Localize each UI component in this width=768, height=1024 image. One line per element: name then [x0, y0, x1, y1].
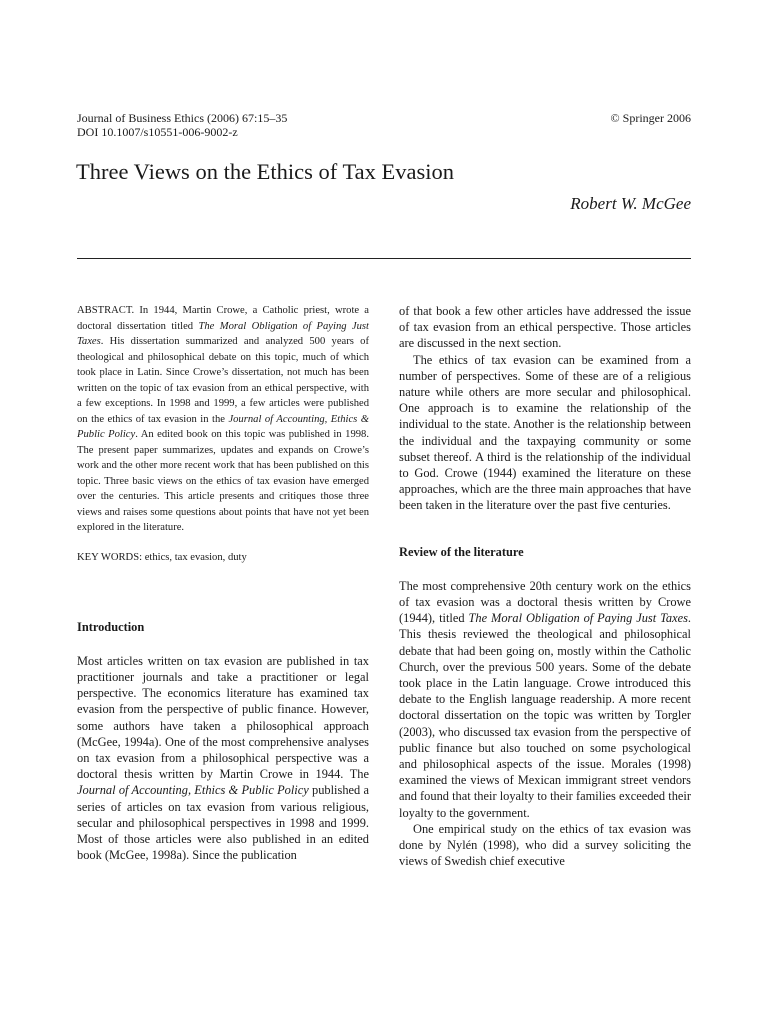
title-divider	[77, 258, 691, 259]
body-text: published a series of articles on tax evasion from various religious, secular and philosophical perspectives in 1998 and 1999. Most of those articles were also published in an edited book (McGee, 1998a). Since the publication	[77, 783, 369, 863]
body-text: . This thesis reviewed the theological and philosophical debate that had been going on, mostly within the Catholic Church, over the previous 500 years. Some of the debate took place in the Latin language. Crowe introduced this debate to the English language readership. A more recent doctoral dissertation on the topic was written by Torgler (2003), who discussed tax evasion from the perspective of public finance but also touched on some psychological and philosophical aspects of the issue. Morales (1998) examined the views of Mexican immigrant street vendors and found that their loyalty to their families exceeded their loyalty to the government.	[399, 611, 692, 820]
introduction-heading: Introduction	[77, 619, 145, 634]
abstract-cited-title: The Moral Obligation of Paying Just Taxes	[77, 320, 369, 347]
review-heading: Review of the literature	[399, 544, 524, 559]
abstract-text: . His dissertation summarized and analyzed 500 years of theological and philosophical debate on this topic, much of which took place in Latin. Since Crowe’s dissertation, not much has been written on the topic of tax evasion from an ethical perspective, with a few exceptions. In 1998 and 1999, a few articles were published on the ethics of tax evasion in the	[77, 336, 369, 425]
abstract-text: . An edited book on this topic was published in 1998. The present paper summarizes, updates and expands on Crowe’s work and the other more recent work that has been published on this topic. Three basic views on the ethics of tax evasion have emerged over the centuries. This article presents and critiques those three views and raises some questions about points that have not yet been explored in the literature.	[77, 429, 369, 533]
author-name: Robert W. McGee	[570, 194, 691, 213]
cited-title: The Moral Obligation of Paying Just Taxes	[468, 611, 688, 626]
abstract-cited-journal: Journal of Accounting, Ethics & Public Policy	[77, 413, 369, 440]
right-column	[399, 303, 691, 870]
journal-line: Journal of Business Ethics (2006) 67:15–35	[77, 111, 288, 125]
left-column	[77, 303, 369, 863]
perspectives-paragraph: The ethics of tax evasion can be examined from a number of perspectives. Some of these are of a religious nature while others are more secular and philosophical. One approach is to examine the relationship of the individual to the state. Another is the relationship between the individual and the taxpaying community or some subset thereof. A third is the relationship of the individual to God. Crowe (1944) examined the literature on these approaches, which are the three main approaches that have been taken in the literature over the past five centuries.	[399, 352, 691, 513]
cited-journal: Journal of Accounting, Ethics & Public Policy	[77, 783, 309, 798]
review-paragraph	[399, 578, 691, 821]
empirical-study-paragraph: One empirical study on the ethics of tax evasion was done by Nylén (1998), who did a survey soliciting the views of Swedish chief executive	[399, 821, 691, 869]
doi-line: DOI 10.1007/s10551-006-9002-z	[77, 125, 238, 139]
journal-citation	[77, 111, 287, 139]
introduction-paragraph	[77, 653, 369, 864]
keywords	[77, 550, 369, 565]
body-text: The most comprehensive 20th century work on the ethics of tax evasion was a doctoral thesis written by Crowe (1944), titled	[399, 578, 691, 626]
keywords-text: ethics, tax evasion, duty	[142, 551, 247, 563]
continued-paragraph: of that book a few other articles have addressed the issue of tax evasion from an ethical perspective. Those articles are discussed in the next section.	[399, 304, 691, 351]
abstract	[77, 303, 369, 536]
copyright-notice: © Springer 2006	[610, 111, 691, 125]
body-text: Most articles written on tax evasion are published in tax practitioner journals and take a practitioner or legal perspective. The economics literature has examined tax evasion from the perspective of public finance. However, some authors have taken a philosophical approach (McGee, 1994a). One of the most comprehensive analyses on tax evasion from a philosophical perspective was a doctoral thesis written by Martin Crowe in 1944. The	[77, 653, 369, 782]
keywords-label: KEY WORDS:	[77, 551, 143, 563]
abstract-text: In 1944, Martin Crowe, a Catholic priest, wrote a doctoral dissertation titled	[77, 305, 369, 332]
article-title: Three Views on the Ethics of Tax Evasion	[76, 159, 455, 184]
abstract-label: ABSTRACT.	[77, 305, 135, 316]
